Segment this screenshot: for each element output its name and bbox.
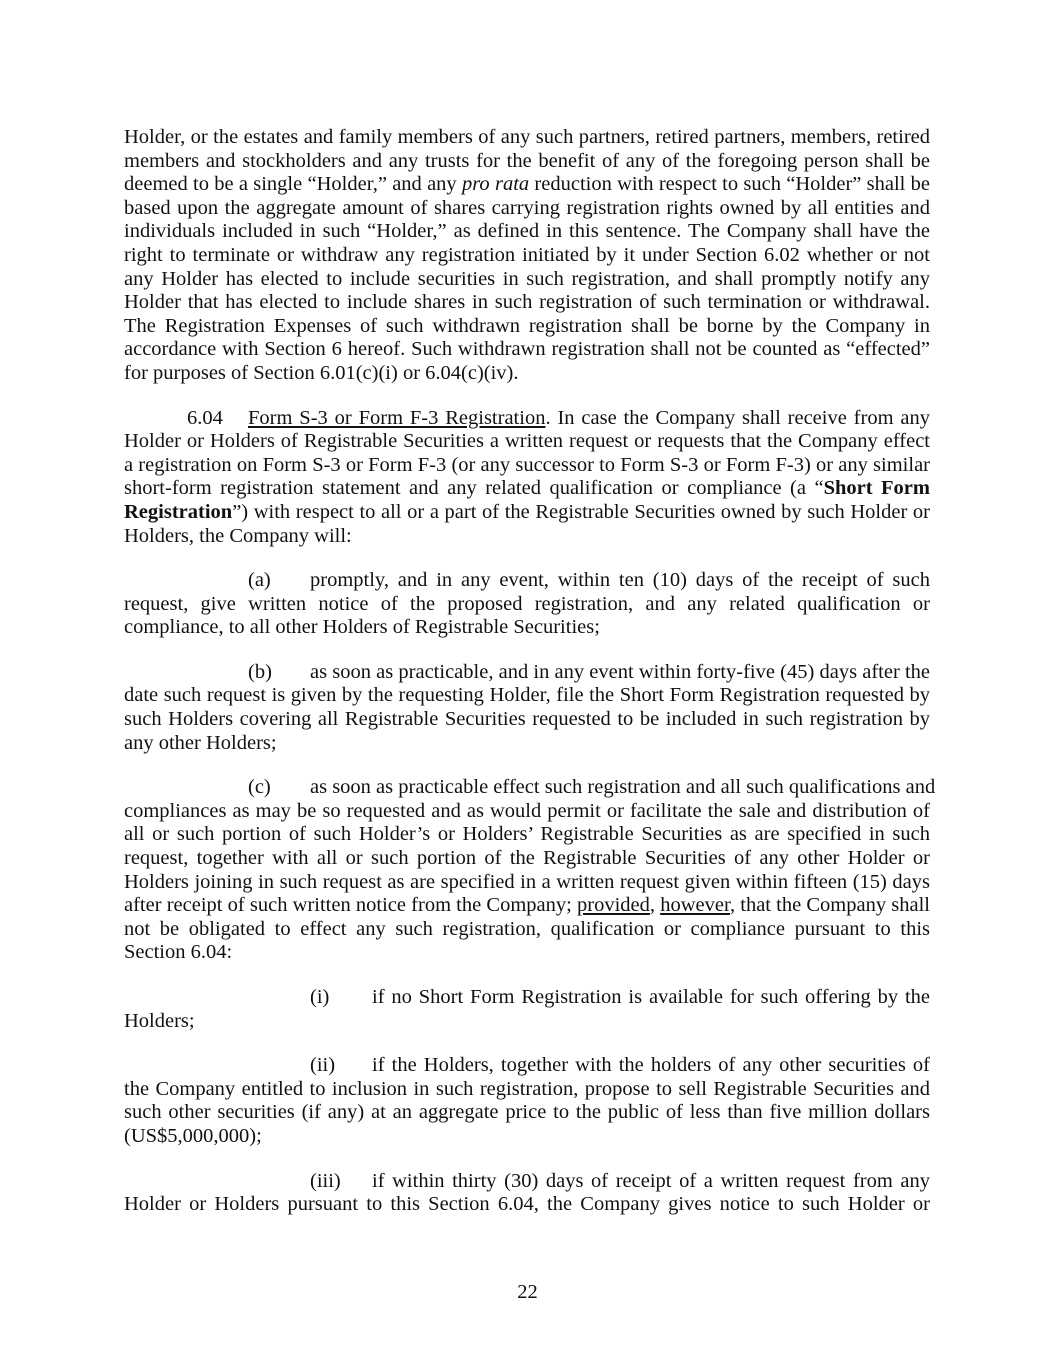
text-run: deemed to be a single “Holder,” and any xyxy=(124,173,462,196)
text-run: compliances as may be so requested and as would permit or facilitate the sale and distribution of xyxy=(124,799,930,822)
text-run: Section 6.04: xyxy=(124,941,233,964)
italic-text: pro rata xyxy=(461,173,530,196)
text-run: Holders; xyxy=(124,1009,195,1032)
text-run: any other Holders; xyxy=(124,731,277,754)
text-run: The Registration Expenses of such withdrawn registration shall be borne by the Company in xyxy=(124,314,930,337)
text-run: if no Short Form Registration is available for such offering by the xyxy=(372,986,930,1008)
text-run: such Holders covering all Registrable Securities requested to be included in such registration by xyxy=(124,708,930,731)
text-run: as soon as practicable effect such registration and all such qualifications and xyxy=(310,776,936,799)
text-run: any Holder has elected to include securities in such registration, and shall promptly notify any xyxy=(124,267,930,290)
text-run: Holder that has elected to include shares in such registration of such termination or withdrawal. xyxy=(124,291,930,314)
text-run: for purposes of Section 6.01(c)(i) or 6.04(c)(iv). xyxy=(124,361,519,384)
text-line xyxy=(124,847,930,871)
text-run: as soon as practicable, and in any event within forty-five (45) days after the xyxy=(310,660,930,683)
text-line xyxy=(124,150,930,174)
text-run: not be obligated to effect any such registration, qualification or compliance pursuant to this xyxy=(124,917,930,940)
text-line xyxy=(124,407,930,431)
text-line xyxy=(124,1193,930,1217)
clause-label: (a) xyxy=(248,569,271,592)
page-number: 22 xyxy=(517,1281,538,1303)
text-run: short-form registration statement and any related qualification or compliance (a “ xyxy=(124,477,824,500)
text-line xyxy=(124,197,930,221)
text-run: all or such portion of such Holder’s or Holders’ Registrable Securities as are specified in such xyxy=(124,823,930,846)
text-run: , that the Company shall xyxy=(729,894,930,917)
text-line xyxy=(124,501,930,525)
text-run: Holder, or the estates and family members of any such partners, retired partners, members, retired xyxy=(124,126,930,148)
clause-b xyxy=(124,661,930,755)
text-run: members and stockholders and any trusts for the benefit of any of the foregoing person shall be xyxy=(124,149,930,172)
text-line xyxy=(124,1101,930,1125)
text-run: request, together with all or such portion of the Registrable Securities of any other Holder or xyxy=(124,847,930,870)
text-run: Holders joining in such request as are specified in a written request given within fifteen (15) days xyxy=(124,870,930,893)
text-run: . In case the Company shall receive from any xyxy=(545,406,930,429)
text-run: if within thirty (30) days of receipt of a written request from any xyxy=(372,1169,930,1192)
text-run: ”) with respect to all or a part of the Registrable Securities owned by such Holder or xyxy=(232,500,930,523)
text-line xyxy=(124,894,930,918)
underlined-text: Form S-3 or Form F-3 Registration xyxy=(248,406,546,429)
text-line xyxy=(124,871,930,895)
text-line xyxy=(124,244,930,268)
text-line xyxy=(124,569,930,593)
text-line xyxy=(124,173,930,197)
text-run: Holder or Holders pursuant to this Section 6.04, the Company gives notice to such Holder or xyxy=(124,1193,930,1216)
text-line xyxy=(124,823,930,847)
text-line xyxy=(124,430,930,454)
text-line xyxy=(124,1078,930,1102)
text-run: individuals included in such “Holder,” as defined in this sentence. The Company shall have the xyxy=(124,220,930,243)
text-run: right to terminate or withdraw any registration initiated by it under Section 6.02 whether or not xyxy=(124,243,930,266)
text-line xyxy=(124,362,930,386)
text-line xyxy=(124,1010,930,1034)
text-run: Holders, the Company will: xyxy=(124,524,352,547)
text-line xyxy=(124,1054,930,1078)
text-line xyxy=(124,776,936,800)
paragraph-holder-definition xyxy=(124,126,930,386)
text-run: compliance, to all other Holders of Registrable Securities; xyxy=(124,616,600,639)
text-run: promptly, and in any event, within ten (10) days of the receipt of such xyxy=(310,569,930,592)
text-run: request, give written notice of the proposed registration, and any related qualification or xyxy=(124,592,930,615)
text-line xyxy=(124,593,930,617)
text-line xyxy=(124,338,930,362)
text-run: , xyxy=(649,894,661,917)
bold-defined-term: Registration xyxy=(124,500,233,523)
text-line xyxy=(124,1170,930,1194)
underlined-text: however xyxy=(660,894,730,917)
text-line xyxy=(124,454,930,478)
text-run: based upon the aggregate amount of shares carrying registration rights owned by all entities and xyxy=(124,196,930,219)
text-run: Holder or Holders of Registrable Securities a written request or requests that the Company effect xyxy=(124,430,930,453)
text-line xyxy=(124,291,930,315)
text-line xyxy=(124,126,930,150)
text-line xyxy=(124,941,930,965)
clause-a xyxy=(124,569,930,640)
text-run: date such request is given by the requesting Holder, file the Short Form Registration requested by xyxy=(124,684,930,707)
text-line xyxy=(124,986,930,1010)
text-line xyxy=(124,732,930,756)
clause-label: (ii) xyxy=(310,1054,336,1077)
clause-label: (b) xyxy=(248,660,272,683)
text-line xyxy=(124,525,930,549)
clause-label: (i) xyxy=(310,986,330,1008)
underlined-text: provided xyxy=(577,894,650,917)
text-line xyxy=(124,220,930,244)
clause-c-i xyxy=(124,986,930,1033)
text-run: accordance with Section 6 hereof. Such withdrawn registration shall not be counted as “effected” xyxy=(124,338,930,361)
clause-label: (c) xyxy=(248,776,271,799)
text-line xyxy=(124,477,930,501)
bold-defined-term: Short Form xyxy=(823,477,930,500)
text-line xyxy=(124,708,930,732)
text-line xyxy=(124,315,930,339)
text-line xyxy=(124,918,930,942)
section-6-04 xyxy=(124,407,930,549)
text-line xyxy=(124,268,930,292)
clause-c-iii xyxy=(124,1170,930,1217)
text-line xyxy=(124,661,930,685)
text-run: (US$5,000,000); xyxy=(124,1124,262,1147)
clause-label: (iii) xyxy=(310,1169,341,1192)
text-line xyxy=(124,800,930,824)
clause-label: 6.04 xyxy=(187,406,223,429)
text-line xyxy=(124,684,930,708)
text-run: a registration on Form S-3 or Form F-3 (or any successor to Form S-3 or Form F-3) or any similar xyxy=(124,453,930,476)
text-run: such other securities (if any) at an aggregate price to the public of less than five million dollars xyxy=(124,1101,930,1124)
text-line xyxy=(124,1125,930,1149)
document-body xyxy=(124,126,936,1238)
clause-c xyxy=(124,776,936,965)
text-run: after receipt of such written notice from the Company; xyxy=(124,894,577,917)
text-run: reduction with respect to such “Holder” shall be xyxy=(529,173,930,196)
text-run: the Company entitled to inclusion in such registration, propose to sell Registrable Securities and xyxy=(124,1077,930,1100)
text-line xyxy=(124,616,930,640)
text-run: if the Holders, together with the holders of any other securities of xyxy=(372,1054,930,1077)
clause-c-ii xyxy=(124,1054,930,1148)
